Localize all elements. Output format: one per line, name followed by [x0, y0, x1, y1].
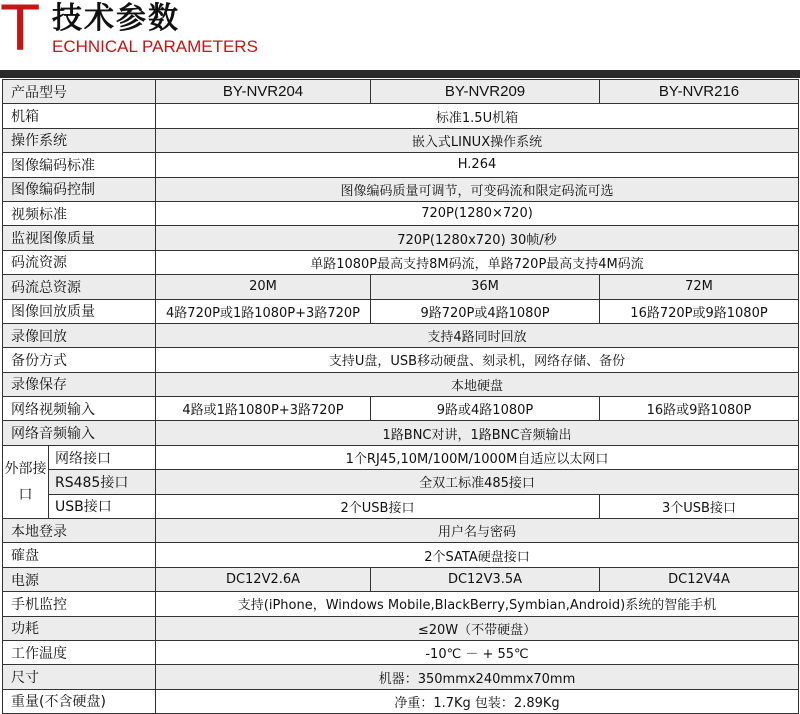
row-value: 16路或9路1080P — [600, 397, 799, 421]
table-row — [3, 299, 799, 323]
row-value: 图像编码质量可调节，可变码流和限定码流可选 — [156, 177, 799, 201]
row-value: 本地硬盘 — [156, 372, 799, 396]
row-value: 4路720P或1路1080P+3路720P — [156, 299, 371, 323]
row-value: 4路或1路1080P+3路720P — [156, 397, 371, 421]
model-cell: BY-NVR209 — [371, 80, 600, 104]
table-row — [3, 177, 799, 201]
table-row — [3, 372, 799, 396]
spec-table — [2, 79, 799, 714]
row-label: 工作温度 — [3, 640, 156, 664]
row-label: USB接口 — [49, 494, 156, 518]
row-label: 码流资源 — [3, 250, 156, 274]
row-value: 机器：350mmx240mmx70mm — [156, 665, 799, 689]
row-value: 72M — [600, 275, 799, 299]
row-label: 手机监控 — [3, 592, 156, 616]
table-row — [3, 640, 799, 664]
table-row — [3, 543, 799, 567]
row-value: 9路或4路1080P — [371, 397, 600, 421]
row-label: 视频标准 — [3, 201, 156, 225]
row-value: ≤20W（不带硬盘） — [156, 616, 799, 640]
row-value: 3个USB接口 — [600, 494, 799, 518]
header-en-title: ECHNICAL PARAMETERS — [52, 37, 258, 56]
table-row — [3, 323, 799, 347]
row-label: 功耗 — [3, 616, 156, 640]
row-value: 20M — [156, 275, 371, 299]
table-row — [3, 689, 799, 713]
table-row — [3, 104, 799, 128]
row-label: 图像编码控制 — [3, 177, 156, 201]
row-label: 产品型号 — [3, 80, 156, 104]
row-value: 净重：1.7Kg 包装：2.89Kg — [156, 689, 799, 713]
row-value: 支持4路同时回放 — [156, 323, 799, 347]
row-label: 图像回放质量 — [3, 299, 156, 323]
ext-interface-group-label: 外部接口 — [3, 445, 49, 518]
row-value: -10℃ － + 55℃ — [156, 640, 799, 664]
table-row — [3, 567, 799, 591]
table-row — [3, 592, 799, 616]
row-value: 2个USB接口 — [156, 494, 600, 518]
table-row — [3, 470, 799, 494]
row-label: 机箱 — [3, 104, 156, 128]
header-t-letter: T — [0, 0, 41, 64]
row-value: 单路1080P最高支持8M码流，单路720P最高支持4M码流 — [156, 250, 799, 274]
row-label: 图像编码标准 — [3, 153, 156, 177]
row-label: 录像保存 — [3, 372, 156, 396]
row-value: 16路720P或9路1080P — [600, 299, 799, 323]
row-value: 全双工标准485接口 — [156, 470, 799, 494]
table-row — [3, 348, 799, 372]
row-label: RS485接口 — [49, 470, 156, 494]
row-label: 操作系统 — [3, 128, 156, 152]
table-row — [3, 665, 799, 689]
row-label: 確盘 — [3, 543, 156, 567]
model-cell: BY-NVR216 — [600, 80, 799, 104]
table-row-models — [3, 80, 799, 104]
table-row — [3, 275, 799, 299]
row-value: 支持(iPhone，Windows Mobile,BlackBerry,Symbian,Android)系统的智能手机 — [156, 592, 799, 616]
table-row — [3, 250, 799, 274]
row-label: 网络接口 — [49, 445, 156, 469]
table-row — [3, 421, 799, 445]
row-value: 1路BNC对讲，1路BNC音频输出 — [156, 421, 799, 445]
row-value: 720P(1280×720) — [156, 201, 799, 225]
row-value: 支持U盘，USB移动硬盘、刻录机，网络存储、备份 — [156, 348, 799, 372]
row-value: 嵌入式LINUX操作系统 — [156, 128, 799, 152]
table-row — [3, 445, 799, 469]
table-row — [3, 128, 799, 152]
row-value: H.264 — [156, 153, 799, 177]
header-cn-title: 技术参数 — [52, 1, 180, 36]
row-label: 录像回放 — [3, 323, 156, 347]
table-row — [3, 616, 799, 640]
table-row — [3, 494, 799, 518]
table-row — [3, 397, 799, 421]
row-value: 2个SATA硬盘接口 — [156, 543, 799, 567]
row-label: 备份方式 — [3, 348, 156, 372]
row-value: DC12V4A — [600, 567, 799, 591]
table-row — [3, 201, 799, 225]
row-value: 用户名与密码 — [156, 519, 799, 543]
model-cell: BY-NVR204 — [156, 80, 371, 104]
row-value: 1个RJ45,10M/100M/1000M自适应以太网口 — [156, 445, 799, 469]
table-row — [3, 226, 799, 250]
row-label: 网络音频输入 — [3, 421, 156, 445]
row-label: 尺寸 — [3, 665, 156, 689]
page-header — [0, 0, 800, 66]
row-label: 电源 — [3, 567, 156, 591]
row-label: 码流总资源 — [3, 275, 156, 299]
row-label: 监视图像质量 — [3, 226, 156, 250]
table-row — [3, 153, 799, 177]
row-value: 36M — [371, 275, 600, 299]
row-value: DC12V3.5A — [371, 567, 600, 591]
row-label: 本地登录 — [3, 519, 156, 543]
header-divider-bar — [0, 70, 800, 78]
row-label: 重量(不含硬盘) — [3, 689, 156, 713]
row-value: 标准1.5U机箱 — [156, 104, 799, 128]
row-value: 720P(1280x720) 30帧/秒 — [156, 226, 799, 250]
table-row — [3, 519, 799, 543]
row-value: DC12V2.6A — [156, 567, 371, 591]
row-value: 9路720P或4路1080P — [371, 299, 600, 323]
row-label: 网络视频输入 — [3, 397, 156, 421]
